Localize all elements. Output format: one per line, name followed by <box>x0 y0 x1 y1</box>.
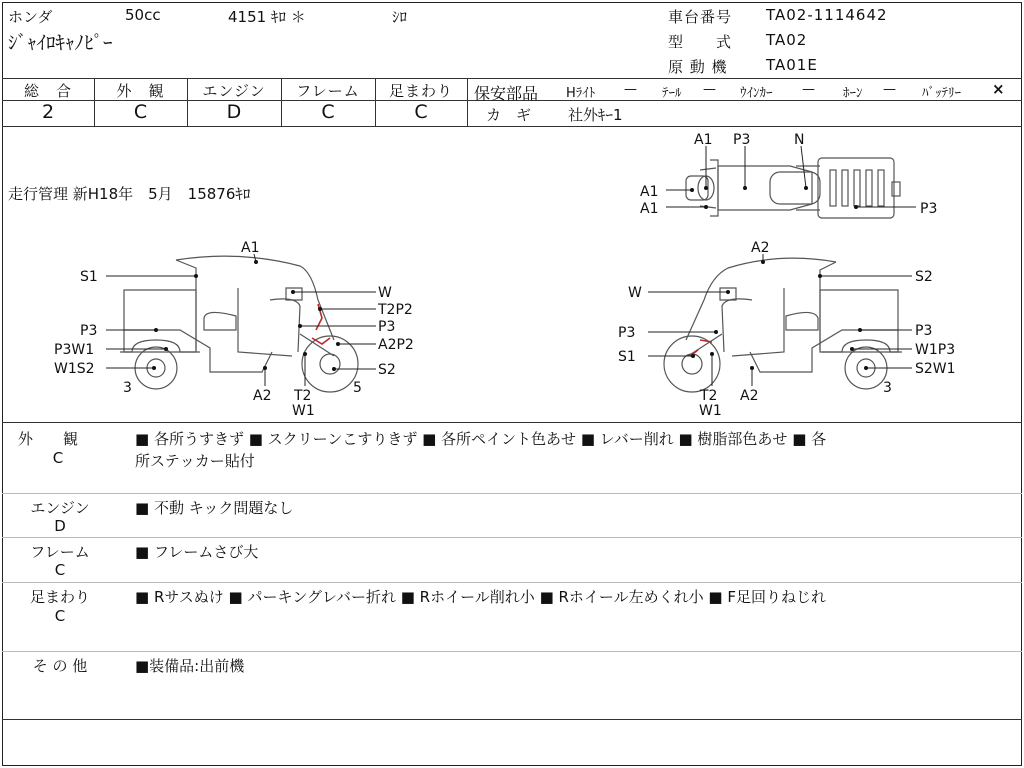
right-label-p3: P3 <box>618 325 636 341</box>
type-value: TA02 <box>766 31 808 49</box>
remark-divider <box>2 651 1022 652</box>
remark-grade-frame: C <box>54 561 66 579</box>
left-label-w: W <box>378 285 392 301</box>
chassis-label: 車台番号 <box>668 8 733 26</box>
remark-text-engine: ■ 不動 キック問題なし <box>135 499 294 517</box>
safety-label: 保安部品 <box>474 84 539 103</box>
safety-horn-mark: — <box>883 82 896 97</box>
key-value: 社外ｷｰ1 <box>568 106 623 124</box>
engine-model-label: 原 動 機 <box>668 58 728 76</box>
right-label-w: W <box>628 285 642 301</box>
displacement: 50cc <box>125 6 161 24</box>
safety-winker: ｳｲﾝｶｰ <box>740 86 773 101</box>
top-label-p3-right: P3 <box>920 201 938 217</box>
remark-divider <box>2 582 1022 583</box>
score-divider <box>467 78 468 126</box>
score-value-suspension: C <box>414 101 428 123</box>
score-label-overall: 総 合 <box>23 82 72 100</box>
remark-grade-exterior: C <box>52 449 64 467</box>
score-label-suspension: 足まわり <box>388 82 453 100</box>
remark-label-other: そ の 他 <box>32 657 88 675</box>
left-label-p3-right: P3 <box>378 319 396 335</box>
safety-headlight: Hﾗｲﾄ <box>566 86 596 101</box>
score-value-engine: D <box>226 101 242 123</box>
score-label-frame: フレーム <box>296 82 360 100</box>
right-label-3: 3 <box>883 380 892 396</box>
remark-text-exterior-cont: 所ステッカー貼付 <box>135 452 255 470</box>
type-label: 型 式 <box>668 33 733 51</box>
safety-winker-mark: — <box>802 82 815 97</box>
safety-tail: ﾃｰﾙ <box>662 86 682 101</box>
mileage: 4151 ｷﾛ ＊ <box>228 8 306 26</box>
safety-horn: ﾎｰﾝ <box>843 86 863 101</box>
top-label-p3: P3 <box>733 132 751 148</box>
right-label-s2: S2 <box>915 269 933 285</box>
remark-divider <box>2 537 1022 538</box>
left-label-t2: T2 <box>294 388 312 404</box>
remark-label-engine: エンジン <box>30 499 90 517</box>
model-name: ｼﾞｬｲﾛｷｬﾉﾋﾟｰ <box>8 32 113 54</box>
right-label-a2: A2 <box>751 240 770 256</box>
left-label-5: 5 <box>353 380 362 396</box>
remark-label-frame: フレーム <box>30 543 90 561</box>
key-label: カ ギ <box>486 106 532 124</box>
right-label-a2-bottom: A2 <box>740 388 759 404</box>
safety-tail-mark: — <box>703 82 716 97</box>
right-label-s2w1: S2W1 <box>915 361 956 377</box>
remark-divider <box>2 493 1022 494</box>
top-label-a1: A1 <box>694 132 713 148</box>
top-view-drawing <box>686 158 900 218</box>
right-label-w1: W1 <box>699 403 722 419</box>
left-label-p3: P3 <box>80 323 98 339</box>
left-label-w1: W1 <box>292 403 315 419</box>
left-label-s1: S1 <box>80 269 98 285</box>
right-label-s1: S1 <box>618 349 636 365</box>
leader-lines <box>106 146 916 386</box>
maker: ホンダ <box>8 8 53 26</box>
remark-grade-engine: D <box>54 517 66 535</box>
left-label-p3w1: P3W1 <box>54 342 95 358</box>
damage-diagram <box>0 126 1024 422</box>
remark-label-exterior: 外 観 <box>17 430 78 448</box>
left-label-a1: A1 <box>241 240 260 256</box>
top-label-n: N <box>794 132 805 148</box>
top-label-a1-left-lower: A1 <box>640 201 659 217</box>
remark-text-frame: ■ フレームさび大 <box>135 543 259 561</box>
remark-text-suspension: ■ Rサスぬけ ■ パーキングレバー折れ ■ Rホイール削れ小 ■ Rホイール左めくれ小 ■ F足回りねじれ <box>135 588 826 606</box>
header-divider <box>2 78 1022 79</box>
engine-model-value: TA01E <box>766 56 818 74</box>
score-value-frame: C <box>321 101 335 123</box>
remarks-bottom-line <box>2 719 1022 720</box>
safety-battery-mark: × <box>992 80 1005 98</box>
chassis-value: TA02-1114642 <box>766 6 888 24</box>
right-side-drawing <box>664 258 902 392</box>
score-value-overall: 2 <box>41 101 55 123</box>
left-label-a2p2: A2P2 <box>378 337 414 353</box>
safety-headlight-mark: — <box>624 82 637 97</box>
left-label-t2p2: T2P2 <box>378 302 413 318</box>
left-label-s2: S2 <box>378 362 396 378</box>
travel-management: 走行管理 新H18年 5月 15876ｷﾛ <box>8 185 251 203</box>
left-label-a2: A2 <box>253 388 272 404</box>
right-label-w1p3: W1P3 <box>915 342 956 358</box>
left-side-drawing <box>120 256 358 392</box>
diagram-bottom-line <box>2 422 1022 423</box>
right-label-t2: T2 <box>700 388 718 404</box>
top-label-a1-left: A1 <box>640 184 659 200</box>
score-label-engine: エンジン <box>202 82 266 100</box>
color: ｼﾛ <box>392 8 408 26</box>
point-dots <box>152 186 868 371</box>
left-label-w1s2: W1S2 <box>54 361 95 377</box>
score-value-exterior: C <box>133 101 148 123</box>
remark-grade-suspension: C <box>54 607 66 625</box>
score-label-exterior: 外 観 <box>116 82 165 100</box>
remark-label-suspension: 足まわり <box>29 588 90 606</box>
right-label-p3-right: P3 <box>915 323 933 339</box>
left-label-3: 3 <box>123 380 132 396</box>
remark-text-exterior: ■ 各所うすきず ■ スクリーンこすりきず ■ 各所ペイント色あせ ■ レバー削れ ■ 樹脂部色あせ ■ 各 <box>135 430 827 448</box>
damage-marks <box>312 304 712 356</box>
safety-battery: ﾊﾞｯﾃﾘｰ <box>922 86 961 101</box>
remark-text-other: ■装備品:出前機 <box>135 657 245 675</box>
